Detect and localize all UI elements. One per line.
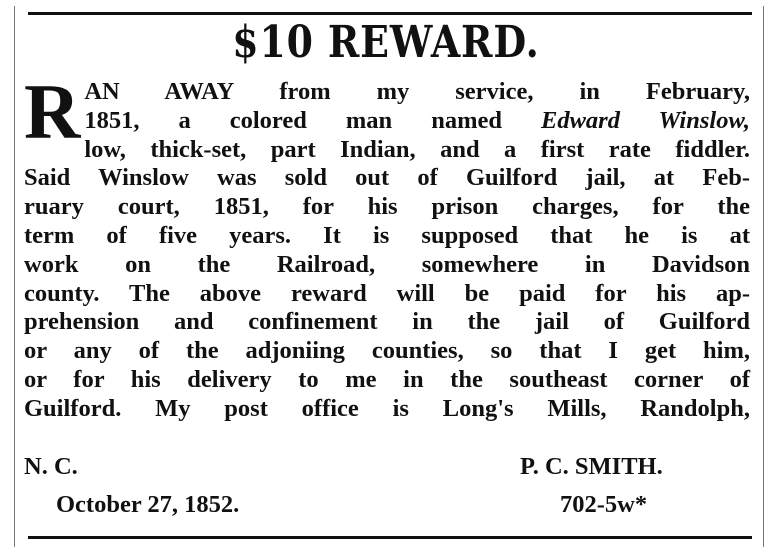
body-line-7: work on the Railroad, somewhere in Davidson — [24, 250, 750, 278]
body-line-2 — [24, 107, 750, 136]
body-line-1: AN AWAY from my service, in February, — [84, 78, 750, 105]
drop-cap-letter: R — [24, 68, 81, 155]
body-line-10: or any of the adjoniing counties, so that I get him, — [24, 337, 750, 365]
body-line-4: Said Winslow was sold out of Guilford jail, at Feb- — [24, 164, 750, 192]
state-abbreviation: N. C. — [24, 453, 78, 480]
reward-headline: $10 REWARD. — [232, 17, 540, 68]
fugitive-name: Edward Winslow, — [541, 106, 750, 134]
left-border — [14, 6, 15, 547]
body-line-6: term of five years. It is supposed that he is at — [24, 221, 750, 249]
ad-date: October 27, 1852. — [56, 491, 240, 518]
top-rule — [28, 12, 752, 15]
body-line-2-text: 1851, a colored man named — [84, 106, 541, 134]
advertisement-body — [24, 68, 750, 424]
right-border — [763, 6, 764, 547]
body-line-3: low, thick-set, part Indian, and a first rate fiddler. — [84, 135, 750, 163]
body-line-9: prehension and confinement in the jail of Guilford — [24, 308, 750, 336]
body-line-12: Guilford. My post office is Long's Mills, Randolph, — [24, 394, 750, 422]
bottom-rule — [28, 536, 752, 539]
body-line-8: county. The above reward will be paid for his ap- — [24, 279, 750, 307]
body-line-11: or for his delivery to me in the southeast corner of — [24, 365, 750, 393]
ad-code: 702-5w* — [560, 491, 648, 518]
advertiser-signature: P. C. SMITH. — [520, 453, 663, 480]
body-line-5: ruary court, 1851, for his prison charges, for the — [24, 193, 750, 221]
